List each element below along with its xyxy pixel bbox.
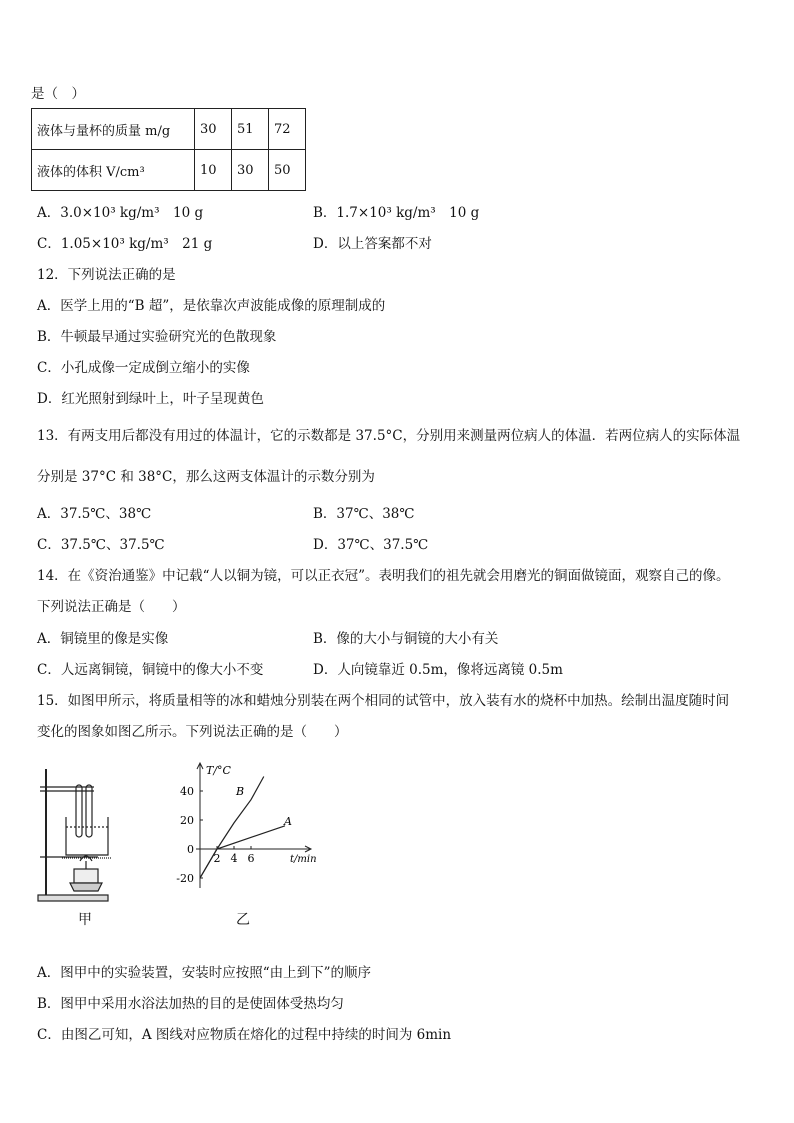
x-tick-label: 4 xyxy=(230,852,238,865)
q12-option-c[interactable]: C．小孔成像一定成倒立缩小的实像 xyxy=(37,360,250,376)
cell: 10 xyxy=(195,150,232,191)
x-tick-label: 6 xyxy=(247,852,255,865)
q12-option-d[interactable]: D．红光照射到绿叶上，叶子呈现黄色 xyxy=(37,391,264,407)
q15-option-b[interactable]: B．图甲中采用水浴法加热的目的是使固体受热均匀 xyxy=(37,996,344,1012)
series-label-b: B xyxy=(236,785,245,798)
q13-option-b[interactable]: B．37℃、38℃ xyxy=(313,506,415,522)
q13-option-c[interactable]: C．37.5℃、37.5℃ xyxy=(37,537,165,553)
table-row xyxy=(32,150,306,191)
q12-stem: 12．下列说法正确的是 xyxy=(37,267,176,283)
x-tick-label: 2 xyxy=(213,852,221,865)
y-tick-label: -20 xyxy=(176,872,194,885)
q11-option-c[interactable]: C．1.05×10³ kg/m³ 21 g xyxy=(37,236,213,252)
q13-stem-line1: 13．有两支用后都没有用过的体温计，它的示数都是 37.5°C，分别用来测量两位病人的体温．若两位病人的实际体温 xyxy=(37,428,741,444)
q15-option-a[interactable]: A．图甲中的实验装置，安装时应按照“由上到下”的顺序 xyxy=(37,965,372,981)
q11-option-b[interactable]: B．1.7×10³ kg/m³ 10 g xyxy=(313,205,480,221)
q13-option-a[interactable]: A．37.5℃、38℃ xyxy=(37,506,152,522)
q12-option-b[interactable]: B．牛顿最早通过实验研究光的色散现象 xyxy=(37,329,277,345)
q14-stem-line2: 下列说法正确是（ ） xyxy=(37,599,186,615)
cell: 51 xyxy=(232,109,269,150)
series-label-a: A xyxy=(284,815,292,828)
cell: 72 xyxy=(269,109,306,150)
y-tick-label: 0 xyxy=(187,843,194,856)
row-label-mass: 液体与量杯的质量 m/g xyxy=(32,109,195,150)
q11-tail: 是（ ） xyxy=(31,86,85,102)
y-tick-label: 20 xyxy=(180,814,194,827)
q11-option-a[interactable]: A．3.0×10³ kg/m³ 10 g xyxy=(37,205,204,221)
q14-option-b[interactable]: B．像的大小与铜镜的大小有关 xyxy=(313,631,499,647)
cell: 30 xyxy=(195,109,232,150)
apparatus-figure xyxy=(36,765,136,905)
q11-data-table xyxy=(31,108,306,191)
x-axis-label: t/min xyxy=(290,854,317,865)
temperature-time-chart xyxy=(160,758,330,908)
cell: 30 xyxy=(232,150,269,191)
q11-option-d[interactable]: D．以上答案都不对 xyxy=(313,236,432,252)
q14-option-d[interactable]: D．人向镜靠近 0.5m，像将远离镜 0.5m xyxy=(313,662,563,678)
q14-option-c[interactable]: C．人远离铜镜，铜镜中的像大小不变 xyxy=(37,662,264,678)
q15-stem-line2: 变化的图象如图乙所示。下列说法正确的是（ ） xyxy=(37,724,348,740)
figure-a-caption: 甲 xyxy=(78,912,92,928)
q12-option-a[interactable]: A．医学上用的“B 超”，是依靠次声波能成像的原理制成的 xyxy=(37,298,386,314)
figure-b-caption: 乙 xyxy=(236,912,250,928)
q13-stem-line2: 分别是 37°C 和 38°C，那么这两支体温计的示数分别为 xyxy=(37,469,375,485)
q15-stem-line1: 15．如图甲所示，将质量相等的冰和蜡烛分别装在两个相同的试管中，放入装有水的烧杯中加热。绘制出温度随时间 xyxy=(37,693,730,709)
q14-stem-line1: 14．在《资治通鉴》中记载“人以铜为镜，可以正衣冠”。表明我们的祖先就会用磨光的铜面做镜面，观察自己的像。 xyxy=(37,568,730,584)
q14-option-a[interactable]: A．铜镜里的像是实像 xyxy=(37,631,169,647)
q13-option-d[interactable]: D．37℃、37.5℃ xyxy=(313,537,429,553)
y-axis-label: T/°C xyxy=(206,764,231,777)
q15-option-c[interactable]: C．由图乙可知，A 图线对应物质在熔化的过程中持续的时间为 6min xyxy=(37,1027,452,1043)
cell: 50 xyxy=(269,150,306,191)
row-label-volume: 液体的体积 V/cm³ xyxy=(32,150,195,191)
y-tick-label: 40 xyxy=(180,785,194,798)
table-row xyxy=(32,109,306,150)
